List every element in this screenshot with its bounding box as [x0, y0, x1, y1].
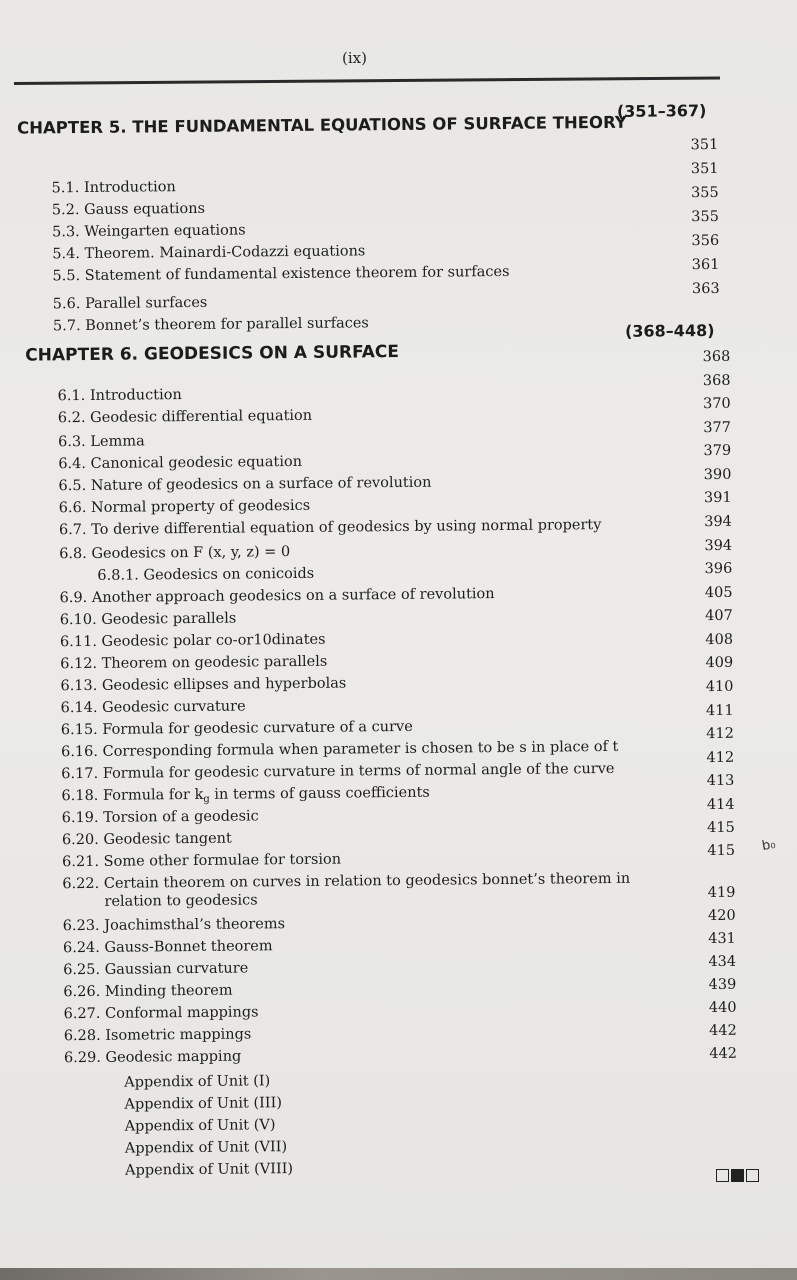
- toc-entry: 5.4. Theorem. Mainardi-Codazzi equations: [52, 243, 366, 263]
- kg-subscript: g: [203, 793, 210, 805]
- toc-entry: 6.10. Geodesic parallels: [59, 610, 237, 629]
- toc-entry: 6.29. Geodesic mapping: [63, 1048, 242, 1067]
- toc-entry: 6.9. Another approach geodesics on a surface of revolution: [59, 586, 495, 607]
- page-ref: 412: [706, 749, 735, 767]
- page-ref: 409: [705, 654, 734, 672]
- toc-entry: 5.1. Introduction: [51, 179, 176, 197]
- toc-entry: 6.7. To derive differential equation of geodesics by using normal property: [58, 517, 602, 539]
- page-ref: 356: [691, 232, 720, 250]
- page-ref: 351: [690, 160, 719, 178]
- page-ref: 363: [691, 280, 720, 298]
- page-ref: 377: [703, 419, 732, 437]
- toc-entry-kg: [61, 784, 430, 811]
- toc-entry: 6.28. Isometric mappings: [63, 1026, 252, 1045]
- page-ref: 414: [706, 796, 735, 814]
- page-ref: 420: [707, 907, 736, 925]
- toc-entry: 6.15. Formula for geodesic curvature of a curve: [60, 718, 413, 739]
- toc-entry: 6.8. Geodesics on F (x, y, z) = 0: [59, 544, 291, 563]
- toc-entry: 6.26. Minding theorem: [63, 982, 233, 1001]
- toc-entry: 6.21. Some other formulae for torsion: [62, 851, 342, 871]
- page-ref: 434: [708, 953, 737, 971]
- toc-entry: 6.6. Normal property of geodesics: [58, 497, 311, 517]
- page-ref: 396: [704, 560, 733, 578]
- end-mark-square-icon: [716, 1169, 729, 1182]
- page-ref: 405: [704, 584, 733, 602]
- toc-entry: 5.7. Bonnet’s theorem for parallel surfaces: [52, 315, 369, 335]
- appendix-entry: Appendix of Unit (VIII): [125, 1161, 294, 1179]
- toc-entry-kg-prefix: 6.18. Formula for k: [61, 786, 204, 805]
- page-ref: 361: [691, 256, 720, 274]
- page-ref: 379: [703, 442, 732, 460]
- toc-entry: 6.3. Lemma: [58, 433, 145, 451]
- toc-entry: 6.25. Gaussian curvature: [63, 960, 249, 979]
- page-ref: 351: [690, 136, 719, 154]
- toc-entry: 6.14. Geodesic curvature: [60, 698, 246, 717]
- end-mark-filled-square-icon: [731, 1169, 744, 1182]
- page-ref: 419: [707, 884, 736, 902]
- chapter6-title: CHAPTER 6. GEODESICS ON A SURFACE: [25, 341, 400, 366]
- toc-entry: 5.6. Parallel surfaces: [52, 294, 208, 313]
- page-ref: 413: [706, 772, 735, 790]
- toc-entry: 6.4. Canonical geodesic equation: [58, 453, 303, 473]
- toc-entry: 6.17. Formula for geodesic curvature in terms of normal angle of the curve: [61, 760, 615, 783]
- toc-entry: 6.23. Joachimsthal’s theorems: [62, 916, 286, 935]
- page-ref: 391: [703, 489, 732, 507]
- page-ref: 415: [707, 842, 736, 860]
- page-ref: 442: [709, 1045, 738, 1063]
- page-ref: 394: [704, 537, 733, 555]
- toc-entry: 6.22. Certain theorem on curves in relation to geodesics bonnet’s theorem in: [62, 870, 631, 893]
- toc-entry: 6.27. Conformal mappings: [63, 1004, 259, 1023]
- toc-entry: 6.12. Theorem on geodesic parallels: [60, 653, 328, 673]
- page-ref: 355: [690, 184, 719, 202]
- chapter6-range: (368–448): [624, 320, 715, 341]
- toc-entry-kg-suffix: in terms of gauss coefficients: [209, 784, 430, 803]
- appendix-entry: Appendix of Unit (V): [124, 1117, 276, 1135]
- toc-entry: 6.16. Corresponding formula when parameter is chosen to be s in place of t: [60, 738, 619, 761]
- toc-entry: 5.2. Gauss equations: [51, 200, 206, 219]
- appendix-entry: Appendix of Unit (VII): [124, 1139, 288, 1157]
- toc-entry: 6.5. Nature of geodesics on a surface of revolution: [58, 474, 432, 495]
- handwritten-note: b₀: [760, 836, 777, 855]
- end-mark: [716, 1169, 759, 1182]
- appendix-entry: Appendix of Unit (III): [124, 1095, 283, 1113]
- page-ref: 412: [706, 725, 734, 743]
- toc-entry: 6.11. Geodesic polar co-or10dinates: [59, 631, 326, 651]
- appendix-entry: Appendix of Unit (I): [124, 1073, 271, 1091]
- page-ref: 390: [703, 466, 732, 484]
- page-ref: 394: [704, 513, 732, 531]
- toc-entry: 6.13. Geodesic ellipses and hyperbolas: [60, 675, 347, 695]
- toc-entry: 5.3. Weingarten equations: [51, 222, 246, 241]
- page-ref: 431: [708, 930, 736, 948]
- page-ref: 410: [705, 678, 734, 696]
- page-ref: 411: [705, 702, 734, 720]
- page-ref: 415: [707, 819, 735, 837]
- chapter5-title: CHAPTER 5. THE FUNDAMENTAL EQUATIONS OF SURFACE THEORY: [16, 112, 627, 138]
- page-ref: 439: [708, 976, 737, 994]
- toc-entry: 6.20. Geodesic tangent: [61, 830, 232, 849]
- toc-entry-continuation: relation to geodesics: [104, 892, 258, 910]
- page-ref: 408: [705, 631, 734, 649]
- toc-entry: 6.19. Torsion of a geodesic: [61, 808, 259, 827]
- toc-entry: 6.1. Introduction: [57, 387, 182, 405]
- toc-entry: 6.8.1. Geodesics on conicoids: [97, 565, 315, 584]
- page-ref: 355: [691, 208, 720, 226]
- toc-entry: 5.5. Statement of fundamental existence theorem for surfaces: [52, 263, 510, 285]
- page-ref: 368: [702, 348, 731, 366]
- page-edge: [0, 1268, 797, 1280]
- toc-entry: 6.2. Geodesic differential equation: [57, 407, 313, 427]
- end-mark-square-icon: [746, 1169, 759, 1182]
- chapter5-range: (351–367): [616, 101, 707, 121]
- page-number: (ix): [342, 49, 367, 67]
- page-ref: 440: [708, 999, 737, 1017]
- toc-entry: 6.24. Gauss-Bonnet theorem: [62, 938, 273, 957]
- page-ref: 370: [702, 395, 731, 413]
- page-ref: 368: [702, 372, 731, 390]
- page-ref: 442: [709, 1022, 737, 1040]
- page-ref: 407: [705, 607, 733, 625]
